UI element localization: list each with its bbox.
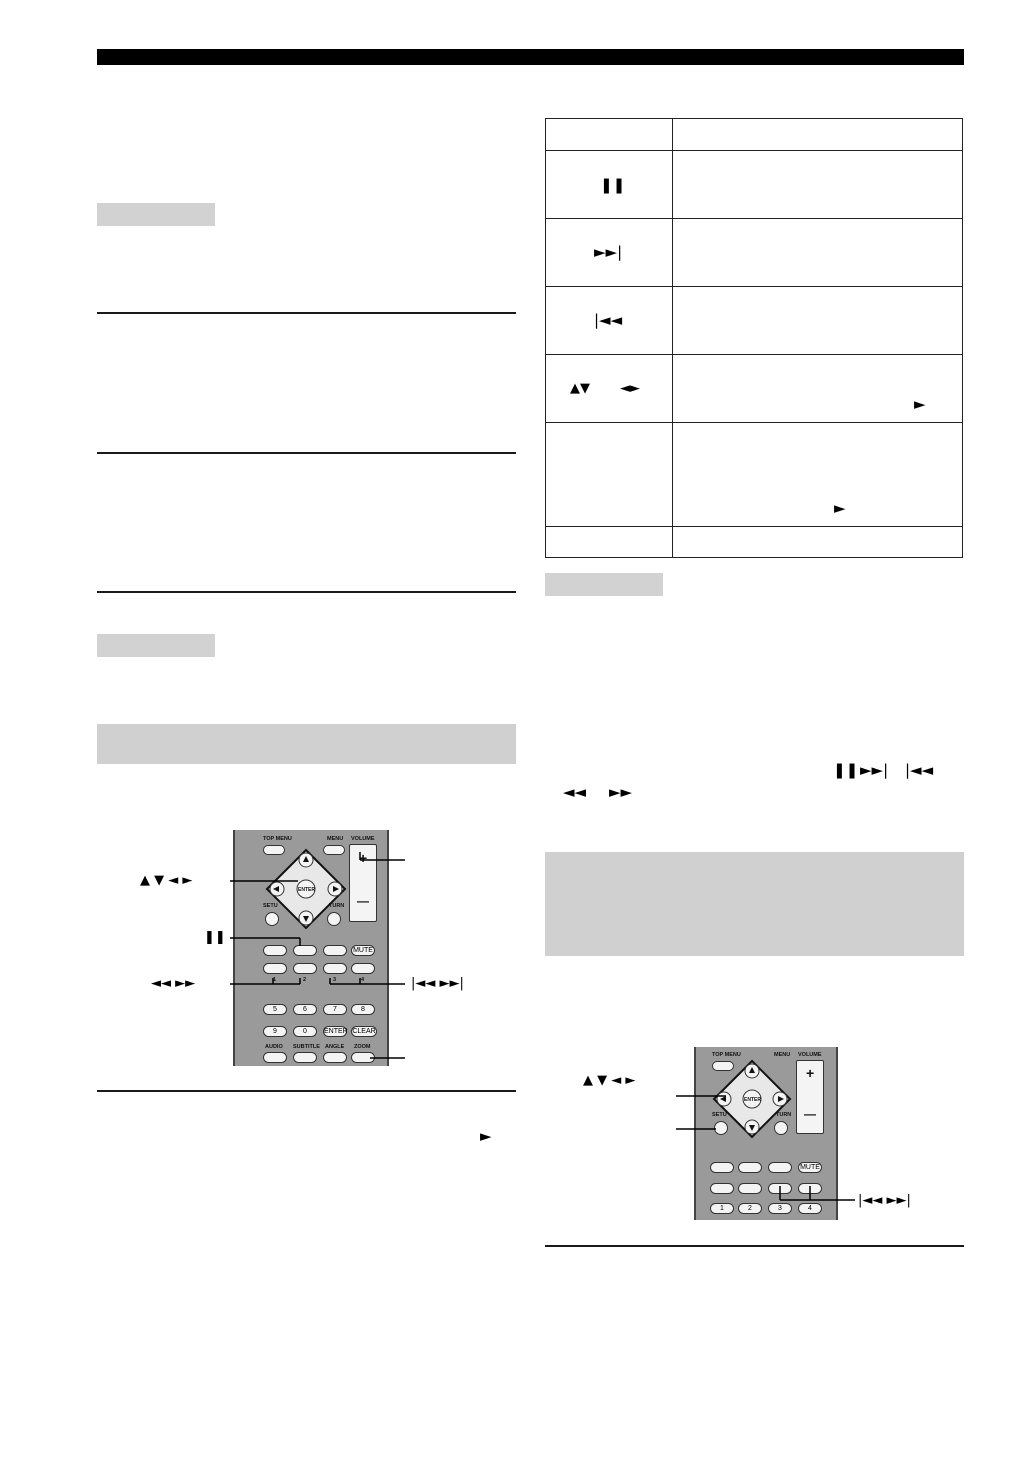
play-icon: ►	[914, 395, 926, 413]
table-row-divider	[546, 286, 962, 287]
num-1-button: 1	[710, 1203, 734, 1214]
num-3-label: 3	[333, 977, 337, 983]
operations-table	[545, 118, 963, 558]
skip-forward-icon: ►►|	[860, 761, 889, 779]
subtitle-label: SUBTITLE	[293, 1044, 320, 1050]
callout-skip: |◄◄ ►►|	[411, 976, 464, 991]
setup-label: SETU	[712, 1112, 727, 1118]
callout-lines	[200, 820, 500, 1070]
num-4-label: 4	[361, 977, 365, 983]
volume-label: VOLUME	[798, 1052, 822, 1058]
fast-forward-icon: ►►	[609, 783, 633, 801]
num-9-button: 9	[263, 1026, 287, 1037]
mute-label: MUTE	[353, 947, 373, 954]
clear-button: CLEAR	[352, 1028, 376, 1035]
note-tab	[97, 203, 215, 226]
callout-lines	[670, 1090, 870, 1210]
num-2-button: 2	[738, 1203, 762, 1214]
note-tab	[97, 634, 215, 657]
volume-minus-label: —	[804, 1107, 816, 1121]
enter-label: ENTER	[298, 887, 315, 893]
zoom-label: ZOOM	[354, 1044, 371, 1050]
num-4-button: 4	[798, 1203, 822, 1214]
return-label: TURN	[329, 903, 345, 909]
num-0-button: 0	[293, 1026, 317, 1037]
volume-plus-label: +	[806, 1065, 815, 1081]
skip-back-icon: |◄◄	[905, 761, 934, 779]
enter-label: ENTER	[744, 1097, 761, 1103]
section-heading-band	[97, 724, 516, 764]
skip-back-icon: |◄◄	[594, 311, 623, 329]
table-row-divider	[546, 526, 962, 527]
return-label: TURN	[776, 1112, 792, 1118]
top-menu-label: TOP MENU	[263, 836, 292, 842]
volume-minus-label: —	[357, 894, 369, 908]
play-symbol: ►	[480, 1127, 492, 1145]
callout-search: ◄◄ ►►	[151, 976, 196, 991]
cursor-up-down-icon: ▲▼	[570, 381, 590, 396]
divider	[97, 591, 516, 593]
divider	[97, 312, 516, 314]
skip-forward-icon: ►►|	[594, 243, 623, 261]
divider	[97, 452, 516, 454]
pause-icon: ❚❚	[600, 176, 626, 194]
num-1-label: 1	[273, 977, 277, 983]
enter-key-button: ENTER	[324, 1028, 348, 1035]
section-heading-band	[545, 852, 964, 956]
divider	[545, 1245, 964, 1247]
pause-icon: ❚❚	[833, 761, 859, 779]
callout-skip: |◄◄ ►►|	[858, 1193, 911, 1208]
cursor-left-right-icon: ◄►	[620, 381, 640, 396]
table-row-divider	[546, 218, 962, 219]
volume-label: VOLUME	[351, 836, 375, 842]
num-8-button: 8	[351, 1004, 375, 1015]
num-7-button: 7	[323, 1004, 347, 1015]
num-2-label: 2	[303, 977, 307, 983]
note-tab	[545, 573, 663, 596]
table-row-divider	[546, 150, 962, 151]
mute-label: MUTE	[800, 1164, 820, 1171]
callout-pause: ❚❚	[204, 930, 226, 945]
menu-label: MENU	[774, 1052, 791, 1058]
num-6-button: 6	[293, 1004, 317, 1015]
callout-cursor-keys: ▲ ▼ ◄ ►	[583, 1073, 636, 1088]
table-column-divider	[672, 119, 673, 557]
play-icon: ►	[834, 499, 846, 517]
callout-cursor-keys: ▲ ▼ ◄ ►	[140, 873, 193, 888]
menu-label: MENU	[327, 836, 344, 842]
table-row-divider	[546, 354, 962, 355]
top-menu-label: TOP MENU	[712, 1052, 741, 1058]
angle-label: ANGLE	[325, 1044, 345, 1050]
num-5-button: 5	[263, 1004, 287, 1015]
num-3-button: 3	[768, 1203, 792, 1214]
rewind-icon: ◄◄	[563, 783, 587, 801]
setup-label: SETU	[263, 903, 278, 909]
table-row-divider	[546, 422, 962, 423]
divider	[97, 1090, 516, 1092]
header-bar	[97, 49, 964, 65]
audio-label: AUDIO	[265, 1044, 283, 1050]
volume-plus-label: +	[359, 850, 368, 866]
